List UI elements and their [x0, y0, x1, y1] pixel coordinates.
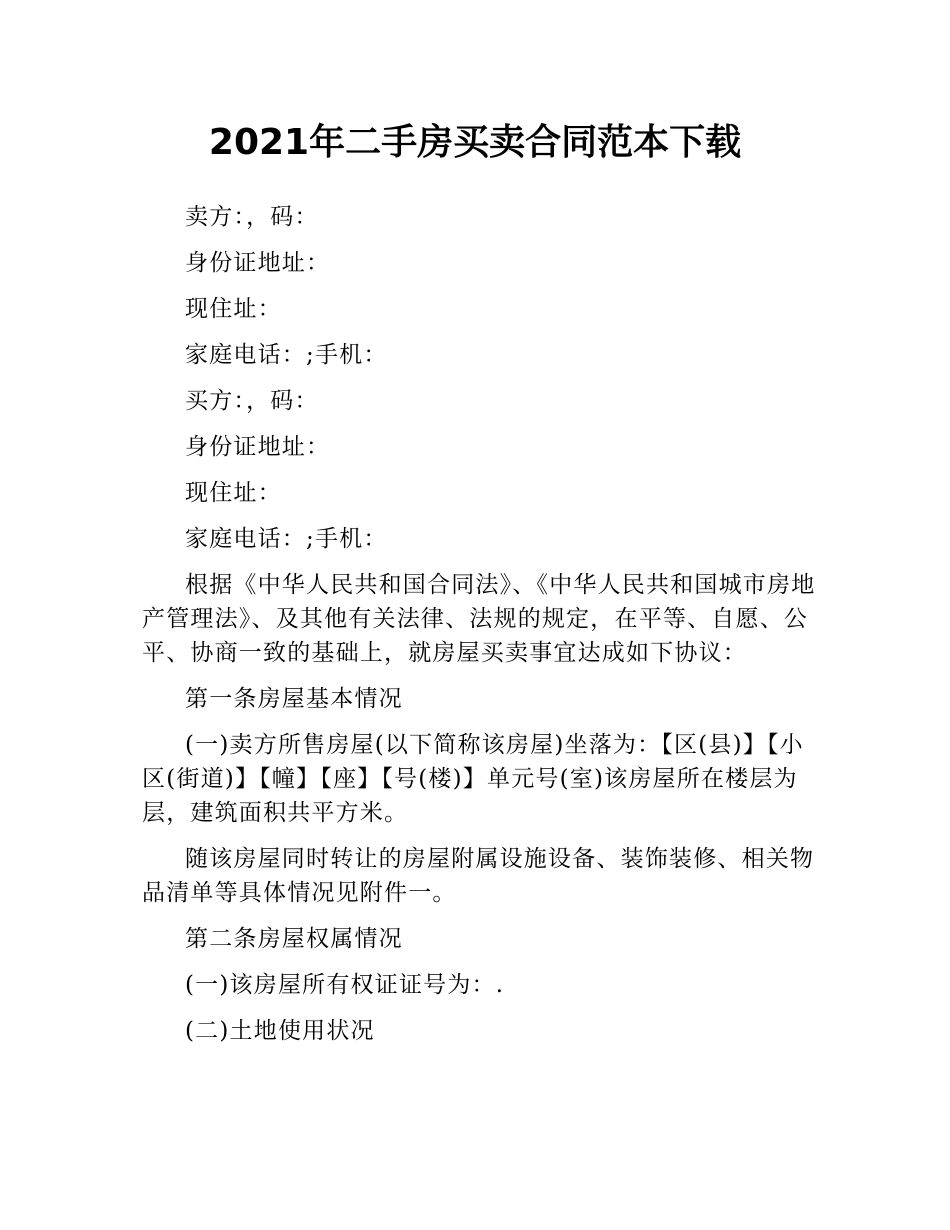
- ownership-certificate-line: (一)该房屋所有权证证号为：.: [185, 972, 505, 998]
- buyer-name-line: 买方：，码：: [185, 388, 319, 414]
- document-body: [142, 200, 826, 1060]
- legal-basis-paragraph: 根据《中华人民共和国合同法》、《中华人民共和国城市房地产管理法》、及其他有关法律、法规的规定，在平等、自愿、公平、协商一致的基础上，就房屋买卖事宜达成如下协议：: [142, 572, 816, 666]
- buyer-phone-line: 家庭电话：;手机：: [185, 526, 388, 552]
- document-title: 2021年二手房买卖合同范本下载: [208, 122, 742, 163]
- seller-phone-line: 家庭电话：;手机：: [185, 342, 388, 368]
- buyer-id-address-line: 身份证地址：: [185, 434, 331, 460]
- buyer-current-address-line: 现住址：: [185, 480, 282, 506]
- property-location-paragraph: (一)卖方所售房屋(以下简称该房屋)坐落为：【区(县)】【小区(街道)】【幢】【座】【号(楼)】单元号(室)该房屋所在楼层为层，建筑面积共平方米。: [142, 732, 804, 826]
- article-2-heading: 第二条房屋权属情况: [185, 926, 403, 952]
- attachment-note-paragraph: 随该房屋同时转让的房屋附属设施设备、装饰装修、相关物品清单等具体情况见附件一。: [142, 846, 815, 906]
- land-use-status-line: (二)土地使用状况: [185, 1018, 375, 1044]
- seller-current-address-line: 现住址：: [185, 296, 282, 322]
- article-1-heading: 第一条房屋基本情况: [185, 686, 403, 712]
- seller-name-line: 卖方：，码：: [185, 204, 319, 230]
- seller-id-address-line: 身份证地址：: [185, 250, 331, 276]
